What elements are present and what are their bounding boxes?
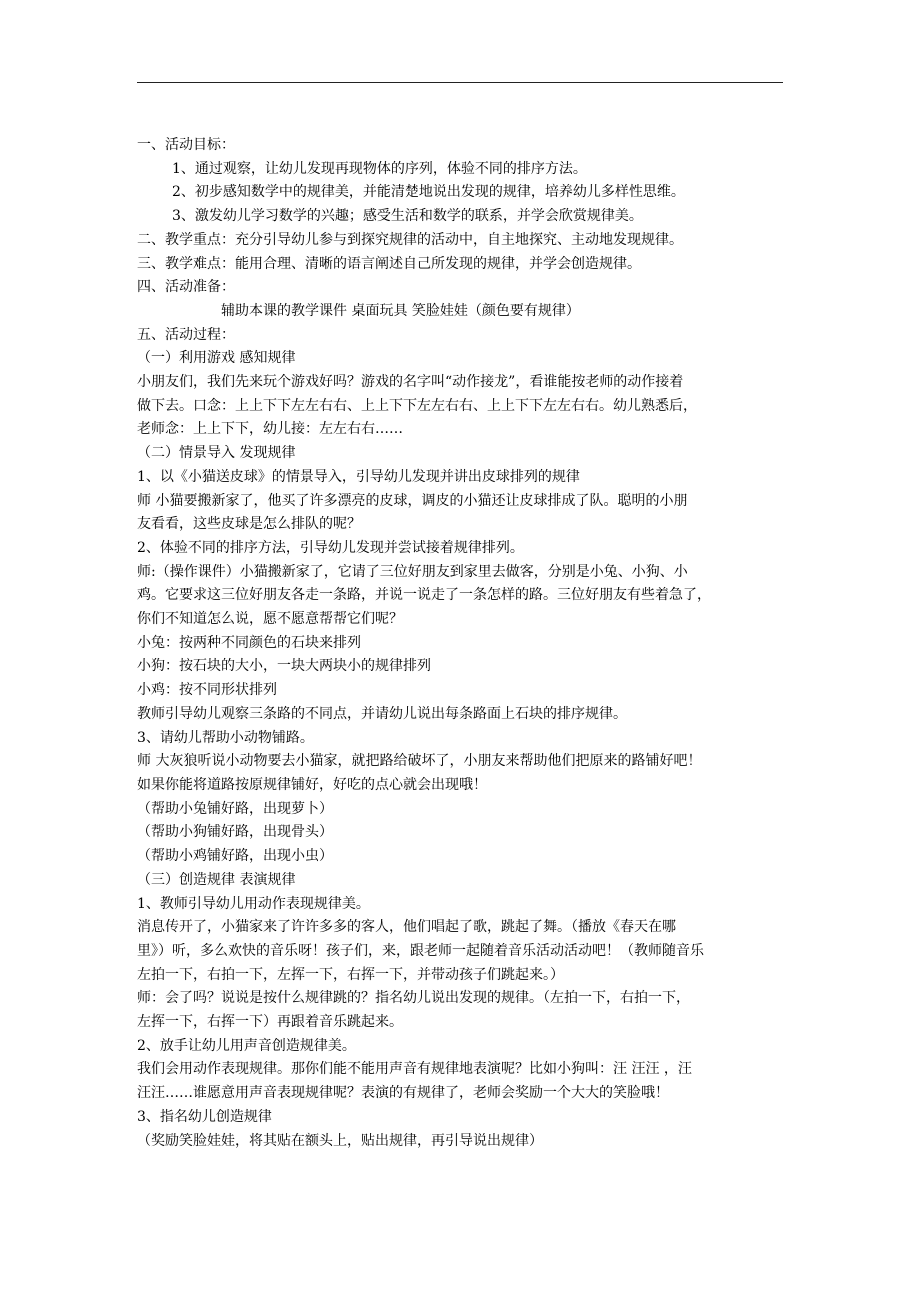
paragraph-line: 师:（操作课件）小猫搬新家了，它请了三位好朋友到家里去做客，分别是小兔、小狗、小 (137, 563, 688, 580)
section-heading-difficulty: 三、教学难点：能用合理、清晰的语言阐述自己所发现的规律，并学会创造规律。 (137, 255, 641, 272)
paragraph-line: 做下去。口念：上上下下左左右右、上上下下左左右右、上上下下左左右右。幼儿熟悉后， (137, 397, 697, 414)
paragraph-line: 小鸡：按不同形状排列 (137, 682, 277, 699)
header-rule (137, 82, 783, 83)
paragraph-line: 小朋友们，我们先来玩个游戏好吗？游戏的名字叫“动作接龙”，看谁能按老师的动作接着 (137, 374, 684, 391)
section-heading-process: 五、活动过程： (137, 326, 235, 343)
paragraph-line: 老师念：上上下下，幼儿接：左左右右…… (137, 421, 403, 438)
paragraph-line: （帮助小兔铺好路，出现萝卜） (137, 800, 333, 817)
paragraph-line: 如果你能将道路按原规律铺好，好吃的点心就会出现哦！ (137, 776, 487, 793)
section-heading-goals: 一、活动目标： (137, 137, 235, 153)
paragraph-line: 师 大灰狼听说小动物要去小猫家，就把路给破坏了，小朋友来帮助他们把原来的路铺好吧！ (137, 753, 702, 770)
paragraph-line: 消息传开了，小猫家来了许许多多的客人，他们唱起了歌，跳起了舞。（播放《春天在哪 (137, 919, 676, 936)
step-heading: 3、请幼儿帮助小动物铺路。 (137, 729, 314, 746)
paragraph-line: 你们不知道怎么说，愿不愿意帮帮它们呢？ (137, 611, 403, 628)
paragraph-line: 师 小猫要搬新家了，他买了许多漂亮的皮球，调皮的小猫还让皮球排成了队。聪明的小朋 (137, 492, 688, 509)
paragraph-line: （帮助小狗铺好路，出现骨头） (137, 824, 333, 841)
paragraph-line: 里》）听，多么欢快的音乐呀！孩子们，来，跟老师一起随着音乐活动活动吧！（教师随音乐 (137, 942, 704, 959)
section-heading-focus: 二、教学重点：充分引导幼儿参与到探究规律的活动中，自主地探究、主动地发现规律。 (137, 231, 683, 248)
document-body (137, 134, 787, 1153)
paragraph-line: 小兔：按两种不同颜色的石块来排列 (137, 634, 361, 651)
paragraph-line: 汪汪……谁愿意用声音表现规律呢？表演的有规律了，老师会奖励一个大大的笑脸哦！ (137, 1085, 669, 1102)
goal-item-1: 1、通过观察，让幼儿发现再现物体的序列，体验不同的排序方法。 (172, 160, 587, 177)
step-heading: 1、以《小猫送皮球》的情景导入，引导幼儿发现并讲出皮球排列的规律 (137, 468, 580, 485)
step-heading: 2、放手让幼儿用声音创造规律美。 (137, 1037, 356, 1054)
paragraph-line: 友看看，这些皮球是怎么排队的呢？ (137, 516, 361, 533)
paragraph-line: （帮助小鸡铺好路，出现小虫） (137, 848, 333, 865)
paragraph-line: 鸡。它要求这三位好朋友各走一条路，并说一说走了一条怎样的路。三位好朋友有些着急了， (137, 587, 711, 604)
paragraph-line: 我们会用动作表现规律。那你们能不能用声音有规律地表演呢？比如小狗叫：汪 汪汪 ，汪 (137, 1061, 692, 1078)
subsection-heading-1: （一）利用游戏 感知规律 (137, 350, 296, 367)
step-heading: 1、教师引导幼儿用动作表现规律美。 (137, 895, 370, 912)
step-heading: 3、指名幼儿创造规律 (137, 1108, 272, 1125)
section-heading-preparation: 四、活动准备： (137, 279, 235, 296)
goal-item-2: 2、初步感知数学中的规律美，并能清楚地说出发现的规律，培养幼儿多样性思维。 (172, 184, 685, 201)
paragraph-line: 左拍一下，右拍一下，左挥一下，右挥一下，并带动孩子们跳起来。） (137, 966, 564, 983)
preparation-materials: 辅助本课的教学课件 桌面玩具 笑脸娃娃（颜色要有规律） (221, 302, 580, 319)
subsection-heading-2: （二）情景导入 发现规律 (137, 445, 296, 462)
paragraph-line: 小狗：按石块的大小，一块大两块小的规律排列 (137, 658, 431, 675)
paragraph-line: 左挥一下，右挥一下）再跟着音乐跳起来。 (137, 1014, 403, 1031)
goal-item-3: 3、激发幼儿学习数学的兴趣；感受生活和数学的联系，并学会欣赏规律美。 (172, 208, 643, 225)
paragraph-line: （奖励笑脸娃娃，将其贴在额头上，贴出规律，再引导说出规律） (137, 1132, 543, 1149)
step-heading: 2、体验不同的排序方法，引导幼儿发现并尝试接着规律排列。 (137, 539, 524, 556)
subsection-heading-3: （三）创造规律 表演规律 (137, 871, 296, 888)
paragraph-line: 师：会了吗？说说是按什么规律跳的？指名幼儿说出发现的规律。（左拍一下，右拍一下， (137, 990, 690, 1007)
paragraph-line: 教师引导幼儿观察三条路的不同点，并请幼儿说出每条路面上石块的排序规律。 (137, 705, 627, 722)
